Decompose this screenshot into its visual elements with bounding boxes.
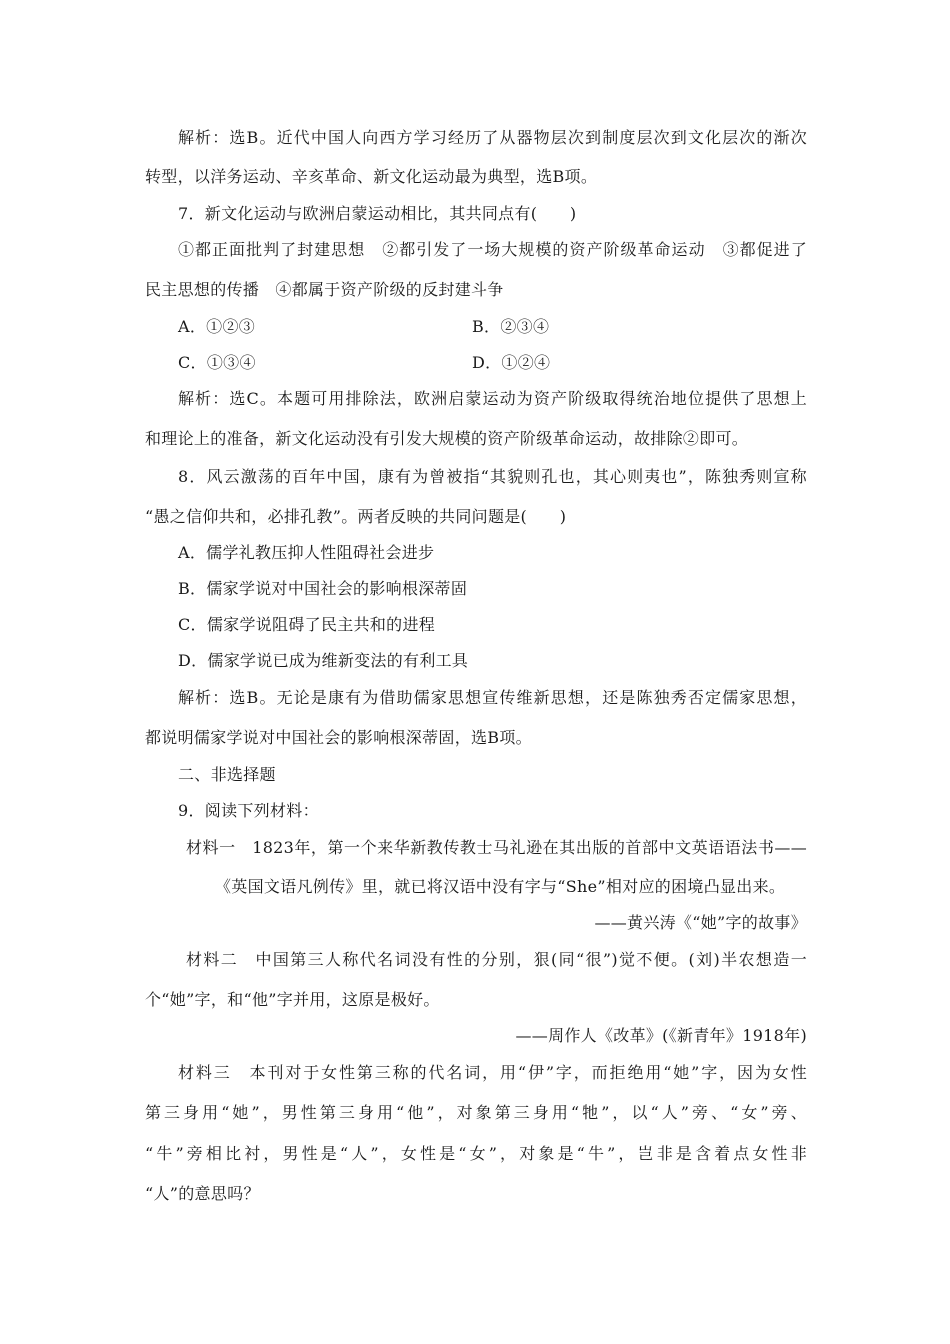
question-8-stem-line-1: 8．风云激荡的百年中国，康有为曾被指“其貌则孔也，其心则夷也”，陈独秀则宣称 (178, 467, 807, 486)
explanation-8-line-1: 解析：选B。无论是康有为借助儒家思想宣传维新思想，还是陈独秀否定儒家思想， (178, 688, 807, 707)
question-8-stem-line-2: “愚之信仰共和，必排孔教”。两者反映的共同问题是( ) (145, 507, 567, 526)
question-8-option-d: D．儒家学说已成为维新变法的有利工具 (178, 651, 469, 670)
explanation-7-line-2: 和理论上的准备，新文化运动没有引发大规模的资产阶级革命运动，故排除②即可。 (145, 429, 749, 448)
question-8-option-a: A．儒学礼教压抑人性阻碍社会进步 (178, 543, 435, 562)
question-7-statements-line-1: ①都正面批判了封建思想 ②都引发了一场大规模的资产阶级革命运动 ③都促进了 (178, 240, 807, 259)
question-7-option-d: D．①②④ (472, 353, 551, 372)
material-3-line-1: 材料三 本刊对于女性第三称的代名词，用“伊”字，而拒绝用“她”字，因为女性 (178, 1063, 807, 1082)
question-7-option-a: A．①②③ (178, 317, 256, 336)
material-2-source: ——周作人《改革》(《新青年》1918年) (515, 1026, 807, 1045)
question-9-stem: 9．阅读下列材料： (178, 801, 319, 820)
material-2-line-1: 材料二 中国第三人称代名词没有性的分别，狠(同“很”)觉不便。(刘)半农想造一 (186, 950, 807, 969)
material-3-line-2: 第三身用“她”，男性第三身用“他”，对象第三身用“牠”，以“人”旁、“女”旁、 (145, 1103, 807, 1122)
material-3-line-3: “牛”旁相比衬，男性是“人”，女性是“女”，对象是“牛”，岂非是含着点女性非 (145, 1144, 807, 1163)
explanation-8-line-2: 都说明儒家学说对中国社会的影响根深蒂固，选B项。 (145, 728, 532, 747)
material-3-line-4: “人”的意思吗？ (145, 1184, 260, 1203)
question-7-stem: 7．新文化运动与欧洲启蒙运动相比，其共同点有( ) (178, 204, 577, 223)
explanation-7-line-1: 解析：选C。本题可用排除法，欧洲启蒙运动为资产阶级取得统治地位提供了思想上 (178, 389, 807, 408)
material-1-line-2: 《英国文语凡例传》里，就已将汉语中没有字与“She”相对应的困境凸显出来。 (215, 877, 786, 896)
explanation-6-line-1: 解析：选B。近代中国人向西方学习经历了从器物层次到制度层次到文化层次的渐次 (178, 128, 807, 147)
question-8-option-c: C．儒家学说阻碍了民主共和的进程 (178, 615, 436, 634)
material-1-line-1: 材料一 1823年，第一个来华新教传教士马礼逊在其出版的首部中文英语语法书—— (186, 838, 807, 857)
material-1-source: ——黄兴涛《“她”字的故事》 (594, 913, 807, 932)
question-8-option-b: B．儒家学说对中国社会的影响根深蒂固 (178, 579, 468, 598)
question-7-option-b: B．②③④ (472, 317, 550, 336)
section-heading: 二、非选择题 (178, 765, 276, 784)
material-2-line-2: 个“她”字，和“他”字并用，这原是极好。 (145, 990, 440, 1009)
question-7-option-c: C．①③④ (178, 353, 256, 372)
question-7-statements-line-2: 民主思想的传播 ④都属于资产阶级的反封建斗争 (145, 280, 504, 299)
explanation-6-line-2: 转型，以洋务运动、辛亥革命、新文化运动最为典型，选B项。 (145, 167, 598, 186)
